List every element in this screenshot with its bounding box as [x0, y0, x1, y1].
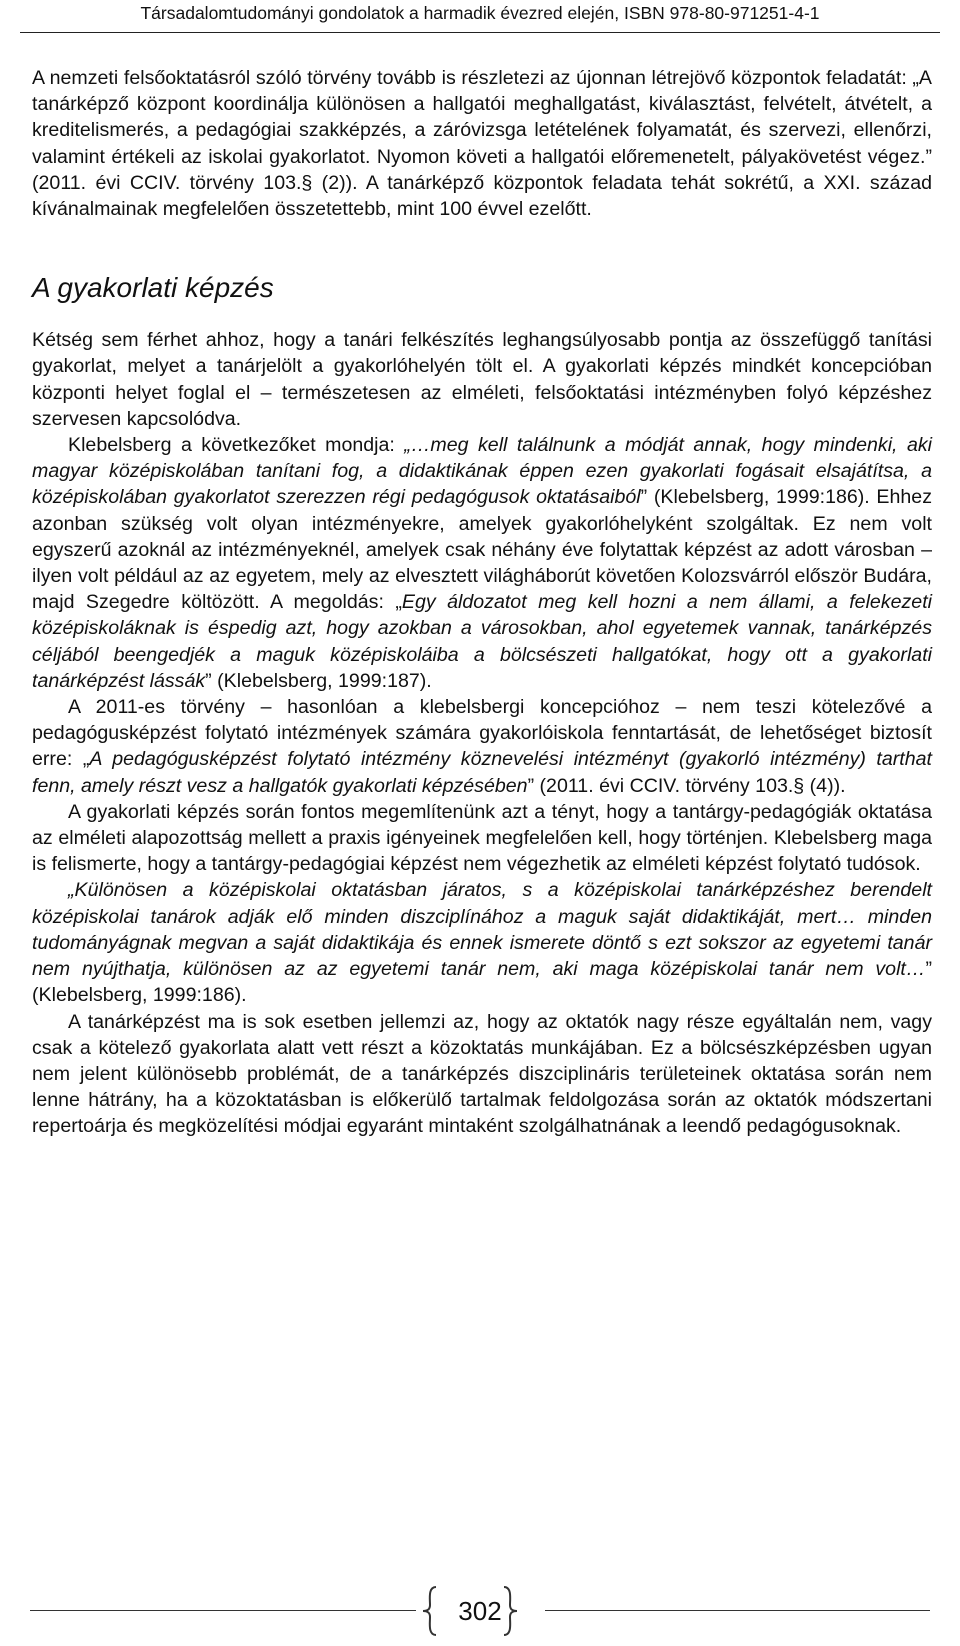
body-text: [32, 65, 932, 1140]
page-number: 302: [458, 1595, 502, 1626]
text-run: ” (Klebelsberg, 1999:186). Ehhez azonban szükség volt olyan intézményekre, amelyek gyakorlóhelyként szolgáltak. Ez nem volt egyszerű azoknál az intézményeknél, amelyek csak néhány éve folytattak képzést az adott városban – ilyen volt például az az egyetem, mely az elvesztett világháborút követően Kolozsvárról először Budára, majd Szegedre költözött. A megoldás: „: [32, 486, 932, 614]
text-run: ” (2011. évi CCIV. törvény 103.§ (4)).: [527, 774, 846, 797]
paragraph-intro: A nemzeti felsőoktatásról szóló törvény tovább is részletezi az újonnan létrejövő központok feladatát: „A tanárképző központ koordinálja különösen a hallgatói meghallgatást, kiválasztást, felvételt, átvételt, a kreditelismerés, a pedagógiai szakképzés, a záróvizsga letételének folyamatát, és szervezi, ellenőrzi, valamint értékeli az iskolai gyakorlatot. Nyomon követi a hallgatói előremenetelt, pályakövetést végez.” (2011. évi CCIV. törvény 103.§ (2)). A tanárképző központok feladata tehát sokrétű, a XXI. század kívánalmainak megfelelően összetettebb, mint 100 évvel ezelőtt.: [32, 67, 932, 221]
text-run: Klebelsberg a következőket mondja:: [68, 434, 405, 457]
quote-run: „…meg kell találnunk a módját annak, hogy mindenki, aki magyar középiskolában tanítani fog, a didaktikának éppen ezen gyakorlati fogásait elsajátítsa, a középiskolában gyakorlatot szerezzen régi pedagógusok oktatásaiból: [32, 434, 932, 509]
section-heading: A gyakorlati képzés: [32, 272, 274, 304]
paragraph-law-2011: [32, 694, 932, 799]
running-header: Társadalomtudományi gondolatok a harmadik évezred elején, ISBN 978-80-971251-4-1: [20, 0, 940, 33]
paragraph-didactics-quote: [32, 877, 932, 1008]
paragraph-klebelsberg-quote: [32, 432, 932, 694]
quote-run: A pedagógusképzést folytató intézmény köznevelési intézményt (gyakorló intézmény) tarthat fenn, amely részt vesz a hallgatók gyakorlati képzésében: [32, 748, 932, 797]
quote-run: Egy áldozatot meg kell hozni a nem állami, a felekezeti középiskoláknak is éspedig azt, hogy azokban a városokban, ahol egyetemek vannak, tanárképzés céljából beengedjék a maguk középiskoláiba a bölcsészeti hallgatókat, hogy ott a gyakorlati tanárképzést lássák: [32, 591, 932, 692]
page-footer: [0, 1585, 960, 1645]
footer-rule-right: [545, 1610, 930, 1611]
paragraph-practice-importance: Kétség sem férhet ahhoz, hogy a tanári felkészítés leghangsúlyosabb pontja az összefüggő tanítási gyakorlat, melyet a tanárjelölt a gyakorlóhelyén tölt el. A gyakorlati képzés mindkét koncepcióban központi helyet foglal el – természetesen az elméleti, felsőoktatási intézményben folyó képzéshez szervesen kapcsolódva.: [32, 329, 932, 430]
footer-rule-left: [30, 1610, 416, 1611]
right-brace-icon: [500, 1585, 520, 1637]
quote-run: „Különösen a középiskolai oktatásban járatos, s a középiskolai tanárképzéshez berendelt középiskolai tanárok adják elő minden diszciplínához a maguk saját didaktikáját, mert… minden tudományágnak megvan a saját didaktikája és ennek ismerete döntő s ezt sokszor az egyetemi tanár nem nyújthatja, különösen az az egyetemi tanár nem, aki maga középiskolai tanár nem volt…: [32, 879, 932, 981]
paragraph-subject-pedagogy: A gyakorlati képzés során fontos megemlítenünk azt a tényt, hogy a tantárgy-pedagógiák oktatása az elméleti alapozottság mellett a praxis igényeinek megfelelően kell, hogy történjen. Klebelsberg maga is felismerte, hogy a tantárgy-pedagógiai képzést nem végezhetik az elméleti képzést folytató tudósok.: [32, 800, 932, 876]
text-run: ” (Klebelsberg, 1999:186).: [32, 958, 932, 1007]
text-run: A 2011-es törvény – hasonlóan a klebelsbergi koncepcióhoz – nem teszi kötelezővé a pedagógusképzést folytató intézmények számára gyakorlóiskola fenntartását, de lehetőséget biztosít erre: „: [32, 696, 932, 771]
paragraph-teacher-training-today: A tanárképzést ma is sok esetben jellemzi az, hogy az oktatók nagy része egyáltalán nem, vagy csak a kötelező gyakorlata alatt vett részt a közoktatás munkájában. Ez a bölcsészképzésben ugyan nem jelent különösebb problémát, de a tanárképzés diszciplináris területeinek oktatása során nem lenne hátrány, ha a közoktatásban is előkerülő tartalmak feldolgozása során az oktatók módszertani repertoárja és megközelítési módjai egyaránt mintaként szolgálhatnának a leendő pedagógusoknak.: [32, 1010, 932, 1138]
text-run: ” (Klebelsberg, 1999:187).: [205, 669, 432, 692]
